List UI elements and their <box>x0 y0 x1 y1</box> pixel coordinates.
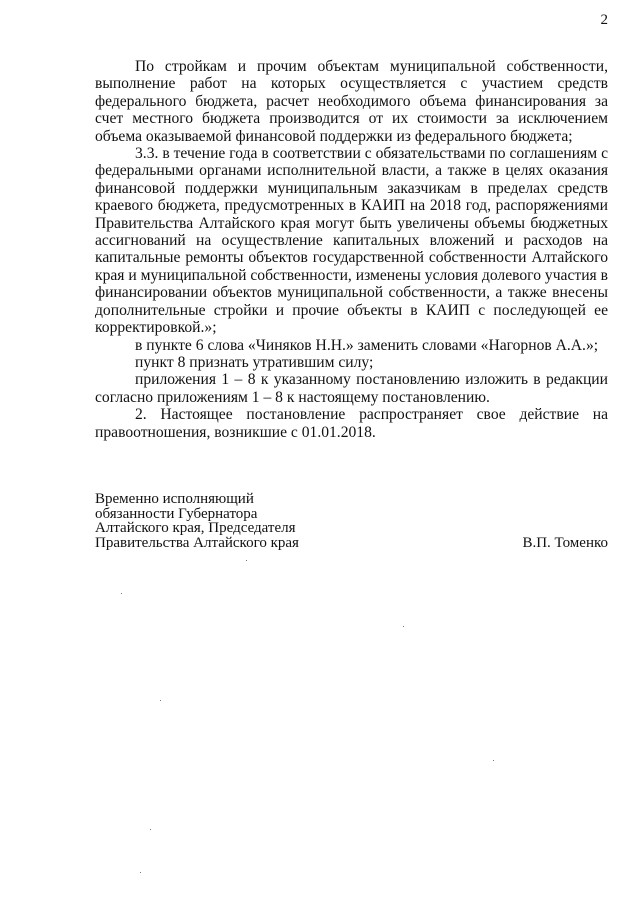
signatory-title-line: Правительства Алтайского края <box>95 534 299 551</box>
paragraph-appendices: приложения 1 – 8 к указанному постановлению изложить в редакции согласно приложениям 1 – 8 к настоящему постановлению. <box>95 371 608 406</box>
signatory-title-line: Временно исполняющий <box>95 491 254 507</box>
scan-speck <box>403 626 404 627</box>
scan-speck <box>150 829 151 830</box>
scan-speck <box>493 760 494 761</box>
page-number: 2 <box>600 12 608 28</box>
signatory-title-line: Алтайского края, Председателя <box>95 520 296 536</box>
paragraph-item-8-repeal: пункт 8 признать утратившим силу; <box>135 353 374 371</box>
scan-speck <box>160 700 161 701</box>
scan-speck <box>246 560 247 561</box>
signatory-title-line: обязанности Губернатора <box>95 505 258 522</box>
signatory-name: В.П. Томенко <box>522 534 608 551</box>
signature-block <box>95 492 608 550</box>
scan-speck <box>121 593 122 594</box>
paragraph-3-3: 3.3. в течение года в соответствии с обязательствами по соглашениям с федеральными органами исполнительной власти, а также в целях оказания финансовой поддержки муниципальным заказчикам в пределах средств краевого бюджета, предусмотренных в КАИП на 2018 год, распоряжениями Правительства Алтайского края могут быть увеличены объемы бюджетных ассигнований на осуществление капитальных вложений и расходов на капитальные ремонты объектов государственной собственности Алтайского края и муниципальной собственности, изменены условия долевого участия в финансировании объектов муниципальной собственности, а также внесены дополнительные стройки и прочие объекты в КАИП с последующей ее корректировкой.»; <box>95 145 608 337</box>
paragraph-item-6-amendment: в пункте 6 слова «Чиняков Н.Н.» заменить словами «Нагорнов А.А.»; <box>135 336 599 354</box>
paragraph-effective-date: 2. Настоящее постановление распространяет свое действие на правоотношения, возникшие с 01.01.2018. <box>95 406 608 441</box>
scan-speck <box>140 872 141 873</box>
document-body <box>95 58 608 441</box>
paragraph-construction-financing: По стройкам и прочим объектам муниципальной собственности, выполнение работ на которых осуществляется с участием средств федерального бюджета, расчет необходимого объема финансирования за счет местного бюджета производится от их стоимости за исключением объема оказываемой финансовой поддержки из федерального бюджета; <box>95 58 608 145</box>
